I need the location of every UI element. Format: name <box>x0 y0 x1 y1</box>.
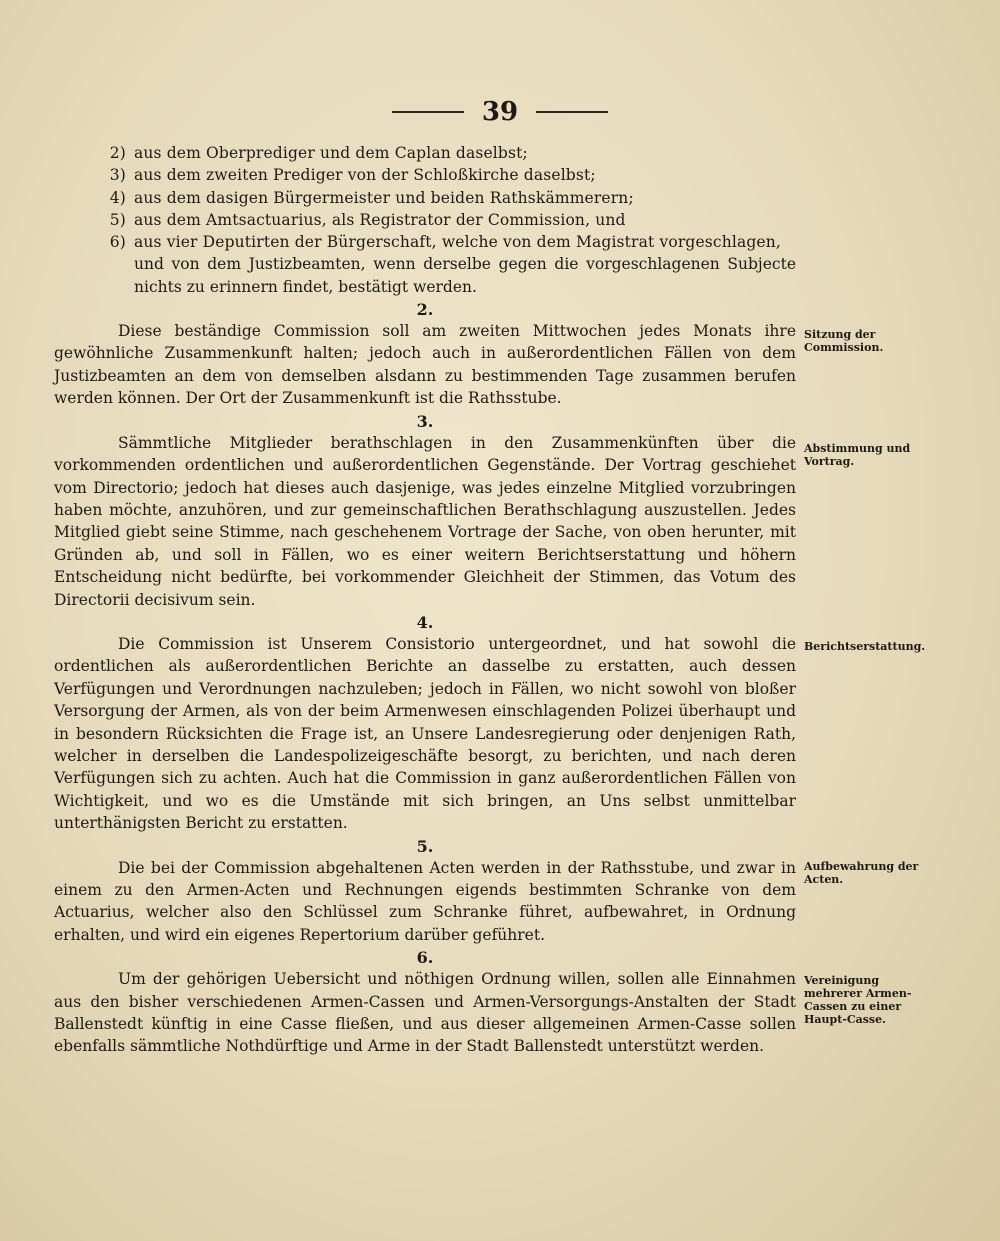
section-paragraph: Um der gehörigen Uebersicht und nöthigen Ordnung willen, sollen alle Einnahmen aus den bisher verschiedenen Armen-Cassen und Armen-Versorgungs-Anstalten der Stadt Ballenstedt künftig in eine Casse fließen, und aus dieser allgemeinen Armen-Casse sollen ebenfalls sämmtliche Nothdürftige und Arme in der Stadt Ballenstedt unterstützt werden. <box>54 970 796 1056</box>
section-number: 3. <box>416 411 434 431</box>
list-item-text: aus dem Amtsactuarius, als Registrator der Commission, und <box>134 210 626 229</box>
margin-note: Berichtserstattung. <box>804 640 926 653</box>
list-item-number: 6) <box>109 233 126 252</box>
list-item <box>54 164 796 186</box>
list-item-continuation: und von dem Justizbeamten, wenn derselbe gegen die vorgeschlagenen Subjecte nichts zu erinnern findet, bestätigt werden. <box>134 255 796 296</box>
list-item-number: 5) <box>109 210 126 229</box>
list-item-text: aus dem zweiten Prediger von der Schloßkirche daselbst; <box>134 166 596 185</box>
section-number: 2. <box>416 300 434 320</box>
list-item <box>54 209 796 231</box>
list-item-number: 4) <box>109 188 126 207</box>
margin-note: Aufbewahrung der Acten. <box>804 860 919 886</box>
list-item-number: 3) <box>109 166 126 185</box>
list-item <box>54 231 796 253</box>
section-paragraph: Die bei der Commission abgehaltenen Acten werden in der Rathsstube, und zwar in einem zu den Armen-Acten und Rechnungen eigends bestimmten Schranke von dem Actuarius, welcher also den Schlüssel zum Schranke führet, aufbewahret, in Ordnung erhalten, und wird ein eigenes Repertorium darüber geführet. <box>54 858 796 944</box>
header-rule-right <box>536 111 608 113</box>
section-number: 4. <box>416 612 434 632</box>
page-header <box>0 92 1000 132</box>
margin-note: Vereinigung mehrerer Armen-Cassen zu einer Haupt-Casse. <box>804 974 912 1026</box>
section-number: 5. <box>416 836 434 856</box>
list-item <box>54 142 796 164</box>
section-paragraph: Sämmtliche Mitglieder berathschlagen in den Zusammenkünften über die vorkommenden ordentlichen und außerordentlichen Gegenstände. Der Vortrag geschiehet vom Directorio; jedoch hat dieses auch dasjenige, was jedes einzelne Mitglied vorzubringen haben möchte, anzuhören, und zur gemeinschaftlichen Berathschlagung auszustellen. Jedes Mitglied giebt seine Stimme, nach geschehenem Vortrage der Sache, von oben herunter, mit Gründen ab, und soll in Fällen, wo es einer weitern Berichtserstattung und höhern Entscheidung nicht bedürfte, bei vorkommender Gleichheit der Stimmen, das Votum des Directorii decisivum sein. <box>54 433 796 609</box>
margin-note: Abstimmung und Vortrag. <box>804 442 911 468</box>
section-number: 6. <box>416 948 434 968</box>
header-rule-left <box>392 111 464 113</box>
margin-note: Sitzung der Commission. <box>804 328 884 354</box>
section-paragraph: Diese beständige Commission soll am zweiten Mittwochen jedes Monats ihre gewöhnliche Zusammenkunft halten; jedoch auch in außerordentlichen Fällen von dem Justizbeamten an dem von demselben alsdann zu bestimmenden Tage zusammen berufen werden können. Der Ort der Zusammenkunft ist die Rathsstube. <box>54 322 796 408</box>
page-number: 39 <box>481 97 519 127</box>
list-item-text: aus vier Deputirten der Bürgerschaft, welche von dem Magistrat vorgeschlagen, <box>134 233 781 252</box>
section-paragraph: Die Commission ist Unserem Consistorio untergeordnet, und hat sowohl die ordentlichen als außerordentlichen Berichte an dasselbe zu erstatten, auch dessen Verfügungen und Verordnungen nachzuleben; jedoch in Fällen, wo nicht sowohl von bloßer Versorgung der Armen, als von der beim Armenwesen einschlagenden Polizei überhaupt und in besondern Rücksichten die Frage ist, an Unsere Landesregierung oder denjenigen Rath, welcher in derselben die Landespolizeigeschäfte besorgt, zu berichten, und nach deren Verfügungen sich zu achten. Auch hat die Commission in ganz außerordentlichen Fällen von Wichtigkeit, und wo es die Umstände mit sich bringen, an Uns selbst unmittelbar unterthänigsten Bericht zu erstatten. <box>54 634 796 833</box>
list-item-number: 2) <box>109 144 126 162</box>
list-item-text: aus dem dasigen Bürgermeister und beiden Rathskämmerern; <box>134 188 634 207</box>
document-body <box>54 142 796 1058</box>
list-item-text: aus dem Oberprediger und dem Caplan daselbst; <box>134 144 528 162</box>
list-item <box>54 187 796 209</box>
